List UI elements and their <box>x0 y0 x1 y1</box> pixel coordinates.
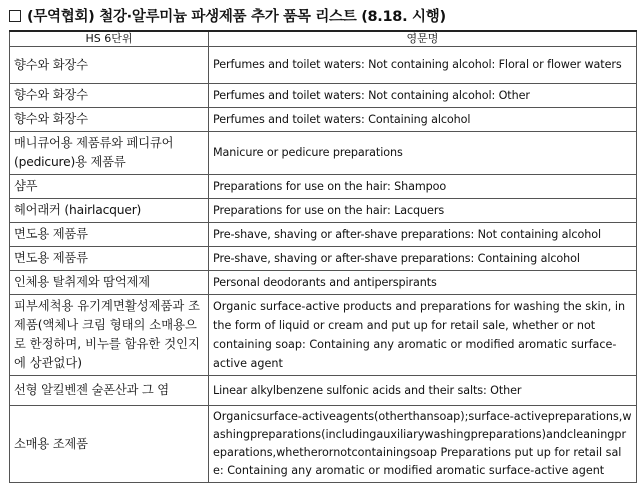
table-header-row <box>10 31 637 47</box>
header-english-name: 영문명 <box>209 31 637 47</box>
checkbox-square-icon <box>9 10 21 22</box>
product-list-table <box>9 30 637 483</box>
korean-name-cell: 향수와 화장수 <box>10 84 209 108</box>
table-row <box>10 47 637 84</box>
english-name-cell: Linear alkylbenzene sulfonic acids and their salts: Other <box>209 376 637 406</box>
korean-name-cell: 향수와 화장수 <box>10 108 209 132</box>
table-row <box>10 84 637 108</box>
korean-name-cell: 피부세척용 유기계면활성제품과 조제품(액체나 크림 형태의 소매용으로 한정하며, 비누를 함유한 것인지에 상관없다) <box>10 295 209 376</box>
korean-name-cell: 선형 알킬벤젠 술폰산과 그 염 <box>10 376 209 406</box>
english-name-cell: Perfumes and toilet waters: Not containing alcohol: Other <box>209 84 637 108</box>
english-name-cell: Preparations for use on the hair: Lacquers <box>209 199 637 223</box>
korean-name-cell: 헤어래커 (hairlacquer) <box>10 199 209 223</box>
table-row <box>10 376 637 406</box>
table-row <box>10 132 637 175</box>
english-name-cell: Perfumes and toilet waters: Not containing alcohol: Floral or flower waters <box>209 47 637 84</box>
table-row <box>10 199 637 223</box>
table-row <box>10 271 637 295</box>
page-title-text: (무역협회) 철강·알루미늄 파생제품 추가 품목 리스트 (8.18. 시행) <box>27 9 446 25</box>
korean-name-cell: 매니큐어용 제품류와 페디큐어 (pedicure)용 제품류 <box>10 132 209 175</box>
table-row <box>10 108 637 132</box>
table-row <box>10 406 637 483</box>
english-name-cell: Pre-shave, shaving or after-shave preparations: Containing alcohol <box>209 247 637 271</box>
korean-name-cell: 향수와 화장수 <box>10 47 209 84</box>
english-name-cell: Perfumes and toilet waters: Containing alcohol <box>209 108 637 132</box>
table-row <box>10 223 637 247</box>
english-name-cell: Organic surface-active products and preparations for washing the skin, in the form of liquid or cream and put up for retail sale, whether or not containing soap: Containing any aromatic or modified aromatic surface-active agent <box>209 295 637 376</box>
page-title <box>9 5 446 26</box>
english-name-cell: Organicsurface-activeagents(otherthansoap);surface-activepreparations,washingpreparations(includingauxiliarywashingpreparations)andcleaningpreparations,whetherornotcontainingsoap Preparations put up for retail sale: Containing any aromatic or modified aromatic surface-active agent <box>209 406 637 483</box>
table-row <box>10 295 637 376</box>
korean-name-cell: 면도용 제품류 <box>10 247 209 271</box>
table-row <box>10 247 637 271</box>
korean-name-cell: 소매용 조제품 <box>10 406 209 483</box>
header-hs-code: HS 6단위 <box>10 31 209 47</box>
english-name-cell: Personal deodorants and antiperspirants <box>209 271 637 295</box>
english-name-cell: Preparations for use on the hair: Shampoo <box>209 175 637 199</box>
table-row <box>10 175 637 199</box>
english-name-cell: Manicure or pedicure preparations <box>209 132 637 175</box>
korean-name-cell: 인체용 탈취제와 땀억제제 <box>10 271 209 295</box>
korean-name-cell: 면도용 제품류 <box>10 223 209 247</box>
english-name-cell: Pre-shave, shaving or after-shave preparations: Not containing alcohol <box>209 223 637 247</box>
korean-name-cell: 샴푸 <box>10 175 209 199</box>
